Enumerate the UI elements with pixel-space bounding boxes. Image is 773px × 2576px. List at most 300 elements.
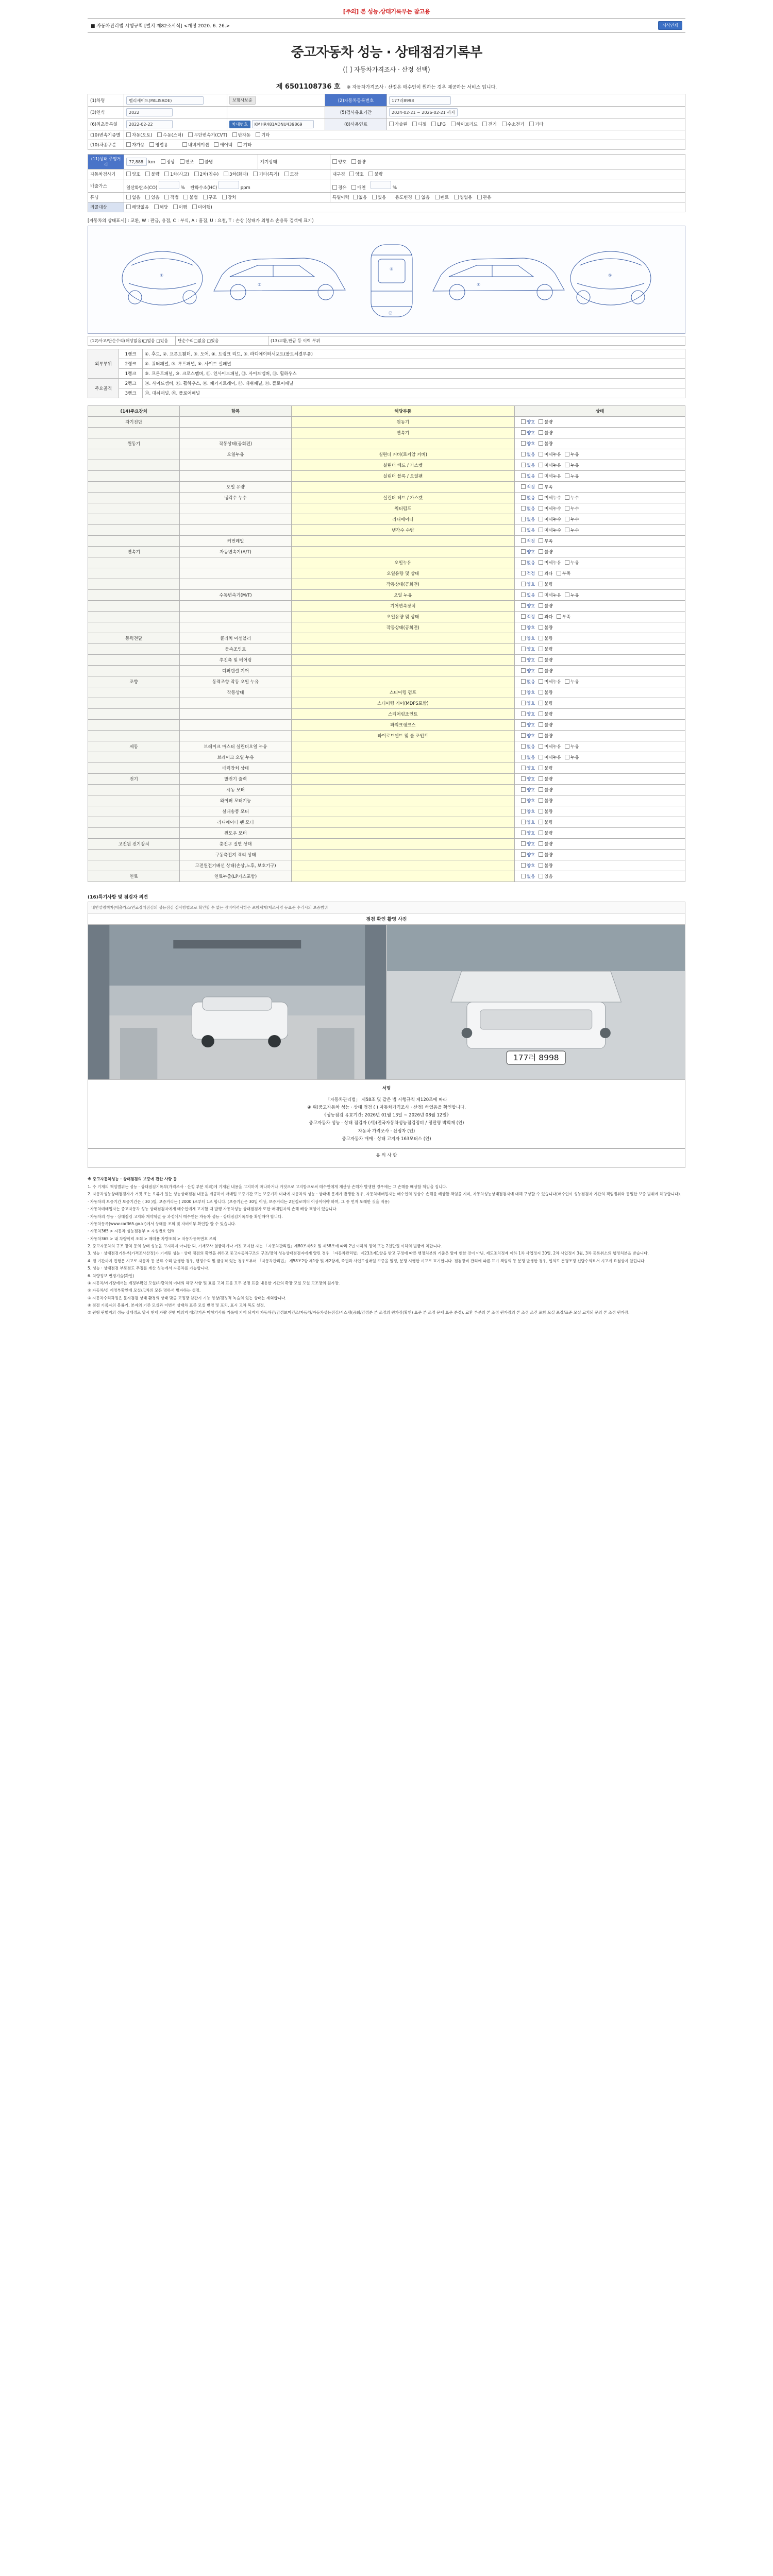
emission-hc-value[interactable] bbox=[219, 181, 239, 189]
state-option-0[interactable]: 양호 bbox=[521, 722, 535, 728]
photo-exterior[interactable] bbox=[88, 925, 387, 1079]
accident-history-table bbox=[88, 336, 685, 346]
inspection-part bbox=[291, 752, 514, 763]
inspection-state[interactable] bbox=[514, 839, 685, 850]
label-accident-repair[interactable]: (12)사고/단순수리(해당없음)□없음 □있음 bbox=[88, 336, 176, 346]
state-option-1[interactable]: 불량 bbox=[539, 862, 552, 869]
state-option-1[interactable]: 불량 bbox=[539, 440, 552, 447]
photo-section-desc: 내연설명책자(배출가스/연료장치점검의 성능점검 검사방법으로 확인할 수 없는 장비이력사항은 포함계재/제조사명 등표준 수리시의 보증범위 bbox=[88, 902, 685, 913]
state-option-0[interactable]: 양호 bbox=[521, 430, 535, 436]
vin-button[interactable]: 차대번호 bbox=[229, 121, 250, 128]
gauge-opt-0[interactable]: 양호 bbox=[332, 159, 346, 165]
state-option-0[interactable]: 양호 bbox=[521, 852, 535, 858]
inspection-state[interactable] bbox=[514, 720, 685, 731]
state-option-1[interactable]: 불량 bbox=[539, 624, 552, 631]
state-option-1[interactable]: 불량 bbox=[539, 646, 552, 652]
law-bar bbox=[88, 19, 685, 32]
inspection-state[interactable] bbox=[514, 850, 685, 860]
inspection-state[interactable] bbox=[514, 666, 685, 676]
state-option-0[interactable]: 적정 bbox=[521, 570, 535, 577]
inspection-state[interactable] bbox=[514, 752, 685, 763]
inspection-state[interactable] bbox=[514, 590, 685, 601]
inspection-state[interactable] bbox=[514, 622, 685, 633]
state-option-0[interactable]: 양호 bbox=[521, 419, 535, 425]
inspection-state[interactable] bbox=[514, 644, 685, 655]
inspection-state[interactable] bbox=[514, 741, 685, 752]
label-recall: 리콜대상 bbox=[88, 202, 124, 212]
legal-paragraph: ※ 중고자동차성능 · 상태점검의 보증에 관한 사항 등 bbox=[88, 1176, 177, 1181]
inspection-state[interactable] bbox=[514, 795, 685, 806]
usage-opt-1[interactable]: 영업용 bbox=[149, 142, 168, 148]
state-option-0[interactable]: 양호 bbox=[521, 776, 535, 782]
state-option-0[interactable]: 양호 bbox=[521, 689, 535, 696]
special-history-opt-1[interactable]: 있음 bbox=[372, 194, 386, 200]
inspection-state[interactable] bbox=[514, 438, 685, 449]
device-opt-1[interactable]: 불량 bbox=[145, 171, 159, 177]
state-option-1[interactable]: 불량 bbox=[539, 808, 552, 815]
state-option-0[interactable]: 양호 bbox=[521, 440, 535, 447]
state-option-1[interactable]: 미세누유 bbox=[539, 473, 561, 479]
signature-footer-note: 유 의 사 항 bbox=[376, 1153, 397, 1159]
table-row bbox=[88, 709, 685, 720]
state-option-0[interactable]: 양호 bbox=[521, 646, 535, 652]
state-option-0[interactable]: 없음 bbox=[521, 592, 535, 598]
state-option-0[interactable]: 없음 bbox=[521, 743, 535, 750]
inspection-state[interactable] bbox=[514, 871, 685, 882]
inspection-item: 충전구 절연 상태 bbox=[180, 839, 292, 850]
table-row bbox=[88, 741, 685, 752]
tuning-opt-2[interactable]: 적법 bbox=[164, 194, 178, 200]
table-row bbox=[88, 676, 685, 687]
inspection-state[interactable] bbox=[514, 493, 685, 503]
fuel-opt-0[interactable]: 가솔린 bbox=[389, 121, 408, 127]
inspection-state[interactable] bbox=[514, 471, 685, 482]
state-option-1[interactable]: 과다 bbox=[539, 614, 552, 620]
usage-change-opt-2[interactable]: 영업용 bbox=[454, 194, 473, 200]
state-option-0[interactable]: 없음 bbox=[521, 754, 535, 760]
state-option-0[interactable]: 양호 bbox=[521, 808, 535, 815]
state-option-0[interactable]: 양호 bbox=[521, 798, 535, 804]
state-option-0[interactable]: 없음 bbox=[521, 505, 535, 512]
state-option-0[interactable]: 없음 bbox=[521, 527, 535, 533]
legal-paragraph: 6. 차량정보 변경기술(확인) bbox=[88, 1273, 135, 1278]
fuel-opt-4[interactable]: 전기 bbox=[482, 121, 496, 127]
tuning-opt-3[interactable]: 불법 bbox=[183, 194, 197, 200]
inspection-state[interactable] bbox=[514, 428, 685, 438]
emission-extra-0[interactable]: 경유 bbox=[332, 184, 346, 191]
label-gauge-state: 계기상태 bbox=[258, 155, 330, 170]
inspection-item bbox=[180, 612, 292, 622]
emission-co-unit: % bbox=[180, 185, 185, 191]
inspection-group: 원동기 bbox=[88, 438, 180, 449]
state-option-2[interactable]: 누유 bbox=[565, 462, 579, 468]
state-option-2[interactable]: 누수 bbox=[565, 527, 579, 533]
photo-grid bbox=[88, 925, 685, 1080]
table-row bbox=[88, 850, 685, 860]
device-opt-6[interactable]: 도장 bbox=[284, 171, 298, 177]
inspection-item bbox=[180, 698, 292, 709]
transmission-opt-4[interactable]: 기타 bbox=[256, 132, 270, 138]
table-row bbox=[88, 428, 685, 438]
table-row bbox=[88, 482, 685, 493]
state-option-0[interactable]: 양호 bbox=[521, 819, 535, 825]
fuel-opt-3[interactable]: 하이브리드 bbox=[451, 121, 478, 127]
inspection-group bbox=[88, 493, 180, 503]
inspection-part: 작동상태(공회전) bbox=[291, 622, 514, 633]
state-option-1[interactable]: 미세누유 bbox=[539, 451, 561, 457]
inspection-group bbox=[88, 428, 180, 438]
inspection-item: 디퍼렌셜 기어 bbox=[180, 666, 292, 676]
signature-line-2: 《성능점검 유효기간: 2026년 01월 13일 ~ 2026년 08월 12일》 bbox=[322, 1113, 451, 1118]
state-option-1[interactable]: 불량 bbox=[539, 581, 552, 587]
inspection-state[interactable] bbox=[514, 557, 685, 568]
state-option-2[interactable]: 누유 bbox=[565, 560, 579, 566]
state-option-1[interactable]: 불량 bbox=[539, 798, 552, 804]
legal-paragraph: 2. 중고자동차의 구조 장치 등의 상태 성능을 고지하지 아니한 되, 기재모사 험금하게나 거짓 고지한 자는 「자동차관리법」제80조제6호 및 제58조에 따라 2년 이하의 징역 또는 2천만원 이하의 벌금에 처합니다. bbox=[88, 1244, 442, 1248]
state-option-0[interactable]: 적정 bbox=[521, 484, 535, 490]
mileage-opt-0[interactable]: 정상 bbox=[161, 159, 175, 165]
inspection-group bbox=[88, 785, 180, 795]
gauge-opt-1[interactable]: 불량 bbox=[351, 159, 365, 165]
device-opt-5[interactable]: 기타(특기) bbox=[253, 171, 279, 177]
state-option-1[interactable]: 미세누유 bbox=[539, 462, 561, 468]
tag-self-guarantee[interactable]: 보험사보증 bbox=[229, 96, 256, 105]
state-option-1[interactable]: 미세누유 bbox=[539, 560, 561, 566]
state-option-2[interactable]: 누유 bbox=[565, 592, 579, 598]
rank-legend-table bbox=[88, 349, 685, 398]
state-option-0[interactable]: 양호 bbox=[521, 668, 535, 674]
inspection-part: 타이로드엔드 및 볼 조인트 bbox=[291, 731, 514, 741]
inspection-state[interactable] bbox=[514, 806, 685, 817]
state-option-0[interactable]: 없음 bbox=[521, 495, 535, 501]
inspection-group: 자기진단 bbox=[88, 417, 180, 428]
durability-opt-0[interactable]: 양호 bbox=[349, 171, 363, 177]
value-first-registration[interactable]: 2022-02-22 bbox=[126, 120, 173, 128]
legal-paragraph: · 자동차의 보증기간 보증기간은 ( 30 )일, 보증거리는 ( 2000 )로부터 1로 합니다. (보증기간은 30일 이상, 보증거리는 2천킬로미터 이상이어야 하며, 그 중 먼저 도래한 것을 적용) bbox=[88, 1199, 390, 1204]
recall-opt-3[interactable]: 미이행) bbox=[192, 204, 212, 210]
legal-paragraph: · 자동차의 성능 · 상태점검 고지와 계약체결 등 과정에서 매수인은 자동차 성능 · 상태점검기록부를 확인해야 합니다. bbox=[88, 1214, 283, 1219]
legend-items-4: ⑲. 대쉬패널, ⑳. 플로어패널 bbox=[143, 388, 685, 398]
usage-change-opt-0[interactable]: 없음 bbox=[415, 194, 429, 200]
state-option-2[interactable]: 누수 bbox=[565, 495, 579, 501]
state-option-0[interactable]: 없음 bbox=[521, 679, 535, 685]
state-option-1[interactable]: 미세누유 bbox=[539, 754, 561, 760]
inspection-state[interactable] bbox=[514, 785, 685, 795]
transmission-opt-3[interactable]: 반자동 bbox=[232, 132, 251, 138]
mileage-opt-2[interactable]: 변조 bbox=[180, 159, 194, 165]
state-option-1[interactable]: 미세누유 bbox=[539, 743, 561, 750]
emission-smoke-unit: % bbox=[392, 185, 397, 191]
inspection-table bbox=[88, 405, 685, 882]
inspection-state[interactable] bbox=[514, 676, 685, 687]
label-registration-number: (2)자동차등록번호 bbox=[325, 94, 387, 107]
diagram-note: [자동차의 상태표시] : 교환, W : 판금, 용접, C : 부식, A : 흠집, U : 요철, T : 손상 (상태가 외형소 손용특 검객에 표기) bbox=[88, 218, 314, 224]
inspection-item bbox=[180, 709, 292, 720]
transmission-opt-2[interactable]: 무단변속기(CVT) bbox=[188, 132, 227, 138]
state-option-0[interactable]: 없음 bbox=[521, 462, 535, 468]
recall-opt-0[interactable]: 해당없음 bbox=[126, 204, 149, 210]
state-option-1[interactable]: 불량 bbox=[539, 765, 552, 771]
inspection-group bbox=[88, 763, 180, 774]
emission-smoke-value[interactable] bbox=[371, 181, 391, 189]
state-option-1[interactable]: 미세누수 bbox=[539, 527, 561, 533]
state-option-1[interactable]: 과다 bbox=[539, 570, 552, 577]
usage-opt-0[interactable]: 자가용 bbox=[126, 142, 145, 148]
state-option-1[interactable]: 불량 bbox=[539, 722, 552, 728]
label-usage-change: 용도변경 bbox=[395, 195, 412, 200]
inspection-state[interactable] bbox=[514, 698, 685, 709]
state-option-0[interactable]: 없음 bbox=[521, 873, 535, 879]
state-option-2[interactable]: 누수 bbox=[565, 516, 579, 522]
state-option-2[interactable]: 누유 bbox=[565, 754, 579, 760]
option-opt-3[interactable]: 기타 bbox=[238, 142, 251, 148]
state-option-0[interactable]: 적정 bbox=[521, 614, 535, 620]
inspection-part: 스티어링 펌프 bbox=[291, 687, 514, 698]
device-opt-4[interactable]: 3차(화재) bbox=[224, 171, 248, 177]
state-option-0[interactable]: 양호 bbox=[521, 733, 535, 739]
state-option-0[interactable]: 양호 bbox=[521, 657, 535, 663]
emission-hc-unit: ppm bbox=[240, 185, 250, 191]
state-option-2[interactable]: 누유 bbox=[565, 743, 579, 750]
inspection-state[interactable] bbox=[514, 514, 685, 525]
inspection-state[interactable] bbox=[514, 709, 685, 720]
document-number-note: ※ 자동차가격조사 · 산정은 매수인이 원하는 경우 제공하는 서비스 입니다. bbox=[347, 85, 497, 90]
value-registration-number[interactable]: 177러8998 bbox=[389, 96, 451, 105]
state-option-1[interactable]: 불량 bbox=[539, 419, 552, 425]
label-simple-repair[interactable]: 단순수리□없음 □있음 bbox=[176, 336, 268, 346]
inspection-state[interactable] bbox=[514, 655, 685, 666]
inspection-state[interactable] bbox=[514, 731, 685, 741]
label-tuning: 튜닝 bbox=[88, 193, 124, 202]
state-option-0[interactable]: 적정 bbox=[521, 538, 535, 544]
emission-extra-1[interactable]: 매연 bbox=[351, 184, 365, 191]
state-option-0[interactable]: 양호 bbox=[521, 700, 535, 706]
transmission-opt-1[interactable]: 수동(스틱) bbox=[157, 132, 183, 138]
inspection-group bbox=[88, 817, 180, 828]
state-option-1[interactable]: 불량 bbox=[539, 787, 552, 793]
inspection-state[interactable] bbox=[514, 774, 685, 785]
inspection-state[interactable] bbox=[514, 633, 685, 644]
table-row bbox=[88, 471, 685, 482]
inspection-part bbox=[291, 806, 514, 817]
inspection-group bbox=[88, 850, 180, 860]
state-option-1[interactable]: 불량 bbox=[539, 603, 552, 609]
inspection-group bbox=[88, 698, 180, 709]
state-option-0[interactable]: 양호 bbox=[521, 581, 535, 587]
state-option-1[interactable]: 미세누유 bbox=[539, 592, 561, 598]
inspection-col-2: 해당부품 bbox=[291, 406, 514, 417]
recall-opt-1[interactable]: 해당 bbox=[154, 204, 168, 210]
value-model-year[interactable]: 2022 bbox=[126, 108, 173, 116]
inspection-group bbox=[88, 644, 180, 655]
state-option-1[interactable]: 불량 bbox=[539, 635, 552, 641]
inspection-item bbox=[180, 503, 292, 514]
tuning-struct-1[interactable]: 장치 bbox=[222, 194, 236, 200]
recall-opt-2[interactable]: 이행 bbox=[173, 204, 187, 210]
legal-paragraph: · 자동차매매업자는 중고자동차 성능 상태점검자에게 매수인에게 고지할 때 발행 자동차성능 상태점검자 또한 매매업자의 손해 배상 책임이 있습니다. bbox=[88, 1207, 338, 1212]
state-option-1[interactable]: 미세누수 bbox=[539, 505, 561, 512]
svg-text:④: ④ bbox=[477, 282, 481, 287]
inspection-state[interactable] bbox=[514, 817, 685, 828]
state-option-1[interactable]: 불량 bbox=[539, 689, 552, 696]
state-option-0[interactable]: 없음 bbox=[521, 451, 535, 457]
state-option-0[interactable]: 없음 bbox=[521, 473, 535, 479]
state-option-1[interactable]: 부족 bbox=[539, 538, 552, 544]
inspection-group bbox=[88, 503, 180, 514]
inspection-state[interactable] bbox=[514, 449, 685, 460]
option-opt-2[interactable]: 에어백 bbox=[214, 142, 232, 148]
state-option-1[interactable]: 미세누수 bbox=[539, 495, 561, 501]
inspection-state[interactable] bbox=[514, 460, 685, 471]
state-option-2[interactable]: 누유 bbox=[565, 473, 579, 479]
inspection-state[interactable] bbox=[514, 601, 685, 612]
table-row bbox=[88, 514, 685, 525]
legal-paragraph: 3. 성능 · 상태점검기록부(가격조사산정)가 기재된 성능 · 상태 점검의 확인을 취하고 중고자동차구조의 구조/장치 성능상태점검자에게 알린 경우 「자동차관리법」제23조제1항을 받고 구정에 따른 행정처분의 기준은 앞에 현한 것이 아닌, 제도조치정제 이하 1차 사업정지 30일, 2차 사업정지 3월, 3차 등록취소의 행정처분을 받습니다. bbox=[88, 1251, 649, 1256]
device-opt-0[interactable]: 양호 bbox=[126, 171, 140, 177]
usage-change-opt-1[interactable]: 렌트 bbox=[435, 194, 449, 200]
state-option-0[interactable]: 양호 bbox=[521, 862, 535, 869]
value-vin[interactable]: KMHR481ADNU439869 bbox=[252, 120, 314, 128]
special-history-opt-0[interactable]: 없음 bbox=[353, 194, 367, 200]
value-inspection-from[interactable]: 2024-02-21 ~ 2026-02-21 까지 bbox=[389, 108, 458, 116]
inspection-group: 고전원 전기장치 bbox=[88, 839, 180, 850]
state-option-1[interactable]: 불량 bbox=[539, 668, 552, 674]
state-option-0[interactable]: 양호 bbox=[521, 830, 535, 836]
usage-change-opt-3[interactable]: 관용 bbox=[477, 194, 491, 200]
inspection-state[interactable] bbox=[514, 763, 685, 774]
table-row bbox=[88, 806, 685, 817]
inspection-state[interactable] bbox=[514, 503, 685, 514]
inspection-state[interactable] bbox=[514, 568, 685, 579]
tuning-opt-1[interactable]: 있음 bbox=[145, 194, 159, 200]
fuel-opt-5[interactable]: 수소전기 bbox=[502, 121, 525, 127]
table-row bbox=[88, 666, 685, 676]
inspection-part: 실린더 블록 / 오일팬 bbox=[291, 471, 514, 482]
state-option-1[interactable]: 불량 bbox=[539, 700, 552, 706]
inspection-state[interactable] bbox=[514, 482, 685, 493]
state-option-1[interactable]: 불량 bbox=[539, 852, 552, 858]
inspection-part: 냉각수 수량 bbox=[291, 525, 514, 536]
inspection-state[interactable] bbox=[514, 579, 685, 590]
durability-opt-1[interactable]: 불량 bbox=[368, 171, 382, 177]
state-option-1[interactable]: 미세누수 bbox=[539, 516, 561, 522]
tuning-opt-0[interactable]: 없음 bbox=[126, 194, 140, 200]
inspection-item: 구동축전지 격리 상태 bbox=[180, 850, 292, 860]
legend-items-1: ⑥. 쿼터패널, ⑦. 루프패널, ⑧. 사이드 실패널 bbox=[143, 359, 685, 369]
device-opt-2[interactable]: 1차(사고) bbox=[164, 171, 189, 177]
state-option-0[interactable]: 양호 bbox=[521, 787, 535, 793]
inspection-item: 추진축 및 베어링 bbox=[180, 655, 292, 666]
svg-text:⑤: ⑤ bbox=[608, 273, 612, 278]
mileage-opt-3[interactable]: 불명 bbox=[199, 159, 213, 165]
inspection-item: 브레이크 오일 누유 bbox=[180, 752, 292, 763]
state-option-2[interactable]: 부족 bbox=[557, 614, 570, 620]
car-diagram[interactable] bbox=[88, 226, 685, 334]
inspection-part bbox=[291, 871, 514, 882]
state-option-0[interactable]: 양호 bbox=[521, 635, 535, 641]
state-option-0[interactable]: 양호 bbox=[521, 765, 535, 771]
inspection-part bbox=[291, 817, 514, 828]
legend-rank-0: 1랭크 bbox=[119, 349, 143, 359]
state-option-0[interactable]: 양호 bbox=[521, 603, 535, 609]
state-option-1[interactable]: 불량 bbox=[539, 819, 552, 825]
state-option-1[interactable]: 부족 bbox=[539, 484, 552, 490]
device-opt-3[interactable]: 2차(침수) bbox=[194, 171, 219, 177]
inspection-item bbox=[180, 428, 292, 438]
legal-notes bbox=[88, 1176, 685, 1316]
inspection-state[interactable] bbox=[514, 612, 685, 622]
state-option-0[interactable]: 양호 bbox=[521, 841, 535, 847]
state-option-0[interactable]: 없음 bbox=[521, 516, 535, 522]
inspection-item: 수동변속기(M/T) bbox=[180, 590, 292, 601]
emission-co-value[interactable] bbox=[159, 181, 179, 189]
state-option-0[interactable]: 양호 bbox=[521, 624, 535, 631]
table-row bbox=[88, 633, 685, 644]
legal-paragraph: 5. 성능 · 상태점검 부로점도 추정를 계산 성능에서 자동차를 가능합니다. bbox=[88, 1266, 210, 1271]
fuel-opt-6[interactable]: 기타 bbox=[529, 121, 543, 127]
print-form-button[interactable]: 서식인쇄 bbox=[658, 21, 682, 30]
inspection-part: 오일누유 bbox=[291, 557, 514, 568]
inspection-group bbox=[88, 752, 180, 763]
fuel-opt-1[interactable]: 디젤 bbox=[412, 121, 426, 127]
fuel-opt-2[interactable]: LPG bbox=[431, 122, 445, 127]
state-option-2[interactable]: 누유 bbox=[565, 679, 579, 685]
state-option-0[interactable]: 양호 bbox=[521, 549, 535, 555]
state-option-2[interactable]: 부족 bbox=[557, 570, 570, 577]
state-option-1[interactable]: 있음 bbox=[539, 873, 552, 879]
value-car-name[interactable]: 펠리세이드(PALISADE) bbox=[126, 96, 204, 105]
state-option-1[interactable]: 불량 bbox=[539, 711, 552, 717]
emission-hc-label: 탄화수소(HC) bbox=[190, 185, 217, 191]
state-option-1[interactable]: 불량 bbox=[539, 733, 552, 739]
inspection-state[interactable] bbox=[514, 547, 685, 557]
table-row bbox=[88, 785, 685, 795]
state-option-1[interactable]: 불량 bbox=[539, 830, 552, 836]
inspection-state[interactable] bbox=[514, 536, 685, 547]
label-model-year: (3)연식 bbox=[88, 107, 124, 118]
state-option-1[interactable]: 불량 bbox=[539, 549, 552, 555]
inspection-group: 변속기 bbox=[88, 547, 180, 557]
inspection-state[interactable] bbox=[514, 828, 685, 839]
state-option-1[interactable]: 불량 bbox=[539, 841, 552, 847]
inspection-state[interactable] bbox=[514, 417, 685, 428]
state-option-0[interactable]: 양호 bbox=[521, 711, 535, 717]
tuning-struct-0[interactable]: 구조 bbox=[203, 194, 217, 200]
table-row bbox=[88, 817, 685, 828]
inspection-group bbox=[88, 536, 180, 547]
state-option-1[interactable]: 불량 bbox=[539, 776, 552, 782]
state-option-2[interactable]: 누유 bbox=[565, 451, 579, 457]
inspection-item: 브레이크 마스터 실린더오일 누유 bbox=[180, 741, 292, 752]
photo-engine-bay[interactable] bbox=[387, 925, 685, 1079]
transmission-opt-0[interactable]: 자동(오토) bbox=[126, 132, 152, 138]
option-opt-1[interactable]: 내비게이션 bbox=[182, 142, 209, 148]
inspection-part: 스티어링조인트 bbox=[291, 709, 514, 720]
state-option-1[interactable]: 불량 bbox=[539, 657, 552, 663]
state-option-1[interactable]: 불량 bbox=[539, 430, 552, 436]
label-inspection-validity: (5)검사유효기간 bbox=[325, 107, 387, 118]
state-option-0[interactable]: 없음 bbox=[521, 560, 535, 566]
inspection-group bbox=[88, 460, 180, 471]
inspection-state[interactable] bbox=[514, 525, 685, 536]
inspection-part: 스티어링 기어(MDPS포함) bbox=[291, 698, 514, 709]
inspection-state[interactable] bbox=[514, 687, 685, 698]
inspection-col-0: (14)주요장치 bbox=[88, 406, 180, 417]
state-option-1[interactable]: 미세누유 bbox=[539, 679, 561, 685]
inspection-state[interactable] bbox=[514, 860, 685, 871]
state-option-2[interactable]: 누수 bbox=[565, 505, 579, 512]
value-mileage[interactable]: 77,888 bbox=[126, 158, 147, 166]
